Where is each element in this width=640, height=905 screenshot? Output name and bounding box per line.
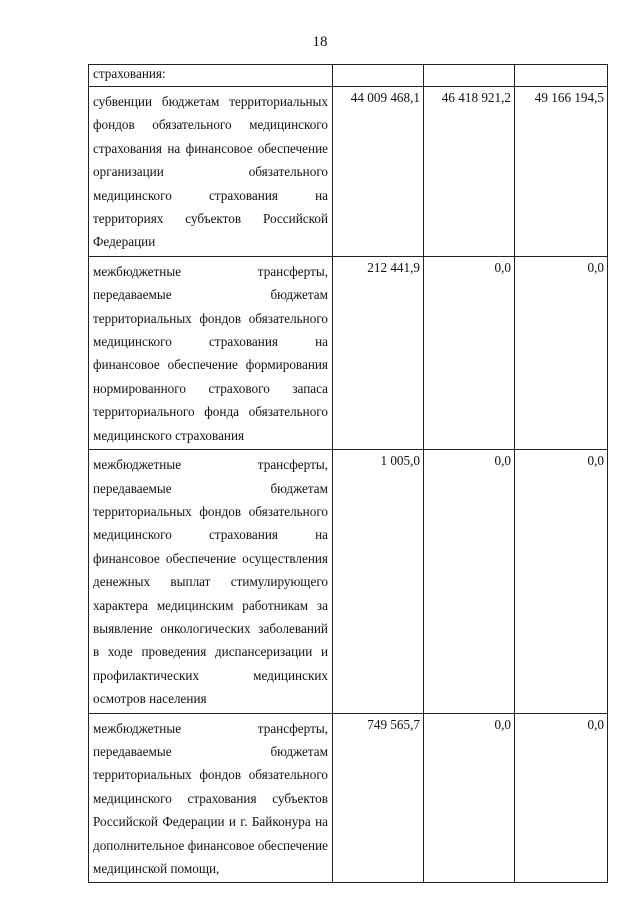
table-row (89, 713, 608, 883)
row-description: межбюджетные трансферты, передаваемые бюджетам территориальных фондов обязательного медицинского страхования субъектов Российской Федерации и г. Байконура на дополнительное финансовое обеспечение медицинской помощи, (89, 713, 333, 883)
row-description: межбюджетные трансферты, передаваемые бюджетам территориальных фондов обязательного медицинского страхования на финансовое обеспечение осуществления денежных выплат стимулирующего характера медицинским работникам за выявление онкологических заболеваний в ходе проведения диспансеризации и профилактических медицинских осмотров населения (89, 450, 333, 713)
row-description: страхования: (89, 65, 333, 87)
value-cell-3 (515, 65, 608, 87)
value-cell-1 (333, 65, 424, 87)
row-description: межбюджетные трансферты, передаваемые бюджетам территориальных фондов обязательного медицинского страхования на финансовое обеспечение формирования нормированного страхового запаса территориального фонда обязательного медицинского страхования (89, 256, 333, 449)
value-cell-1: 749 565,7 (333, 713, 424, 883)
value-cell-1: 1 005,0 (333, 450, 424, 713)
value-cell-3: 0,0 (515, 450, 608, 713)
page-number: 18 (312, 34, 328, 50)
row-description: субвенции бюджетам территориальных фондов обязательного медицинского страхования на финансовое обеспечение организации обязательного медицинского страхования на территориях субъектов Российской Федерации (89, 87, 333, 257)
value-cell-2: 0,0 (424, 713, 515, 883)
value-cell-3: 0,0 (515, 256, 608, 449)
value-cell-2 (424, 65, 515, 87)
value-cell-1: 212 441,9 (333, 256, 424, 449)
table-row (89, 450, 608, 713)
table-row (89, 256, 608, 449)
value-cell-2: 0,0 (424, 256, 515, 449)
table-row (89, 87, 608, 257)
value-cell-2: 46 418 921,2 (424, 87, 515, 257)
budget-table (88, 64, 608, 883)
value-cell-3: 0,0 (515, 713, 608, 883)
table-row (89, 65, 608, 87)
value-cell-1: 44 009 468,1 (333, 87, 424, 257)
value-cell-3: 49 166 194,5 (515, 87, 608, 257)
value-cell-2: 0,0 (424, 450, 515, 713)
